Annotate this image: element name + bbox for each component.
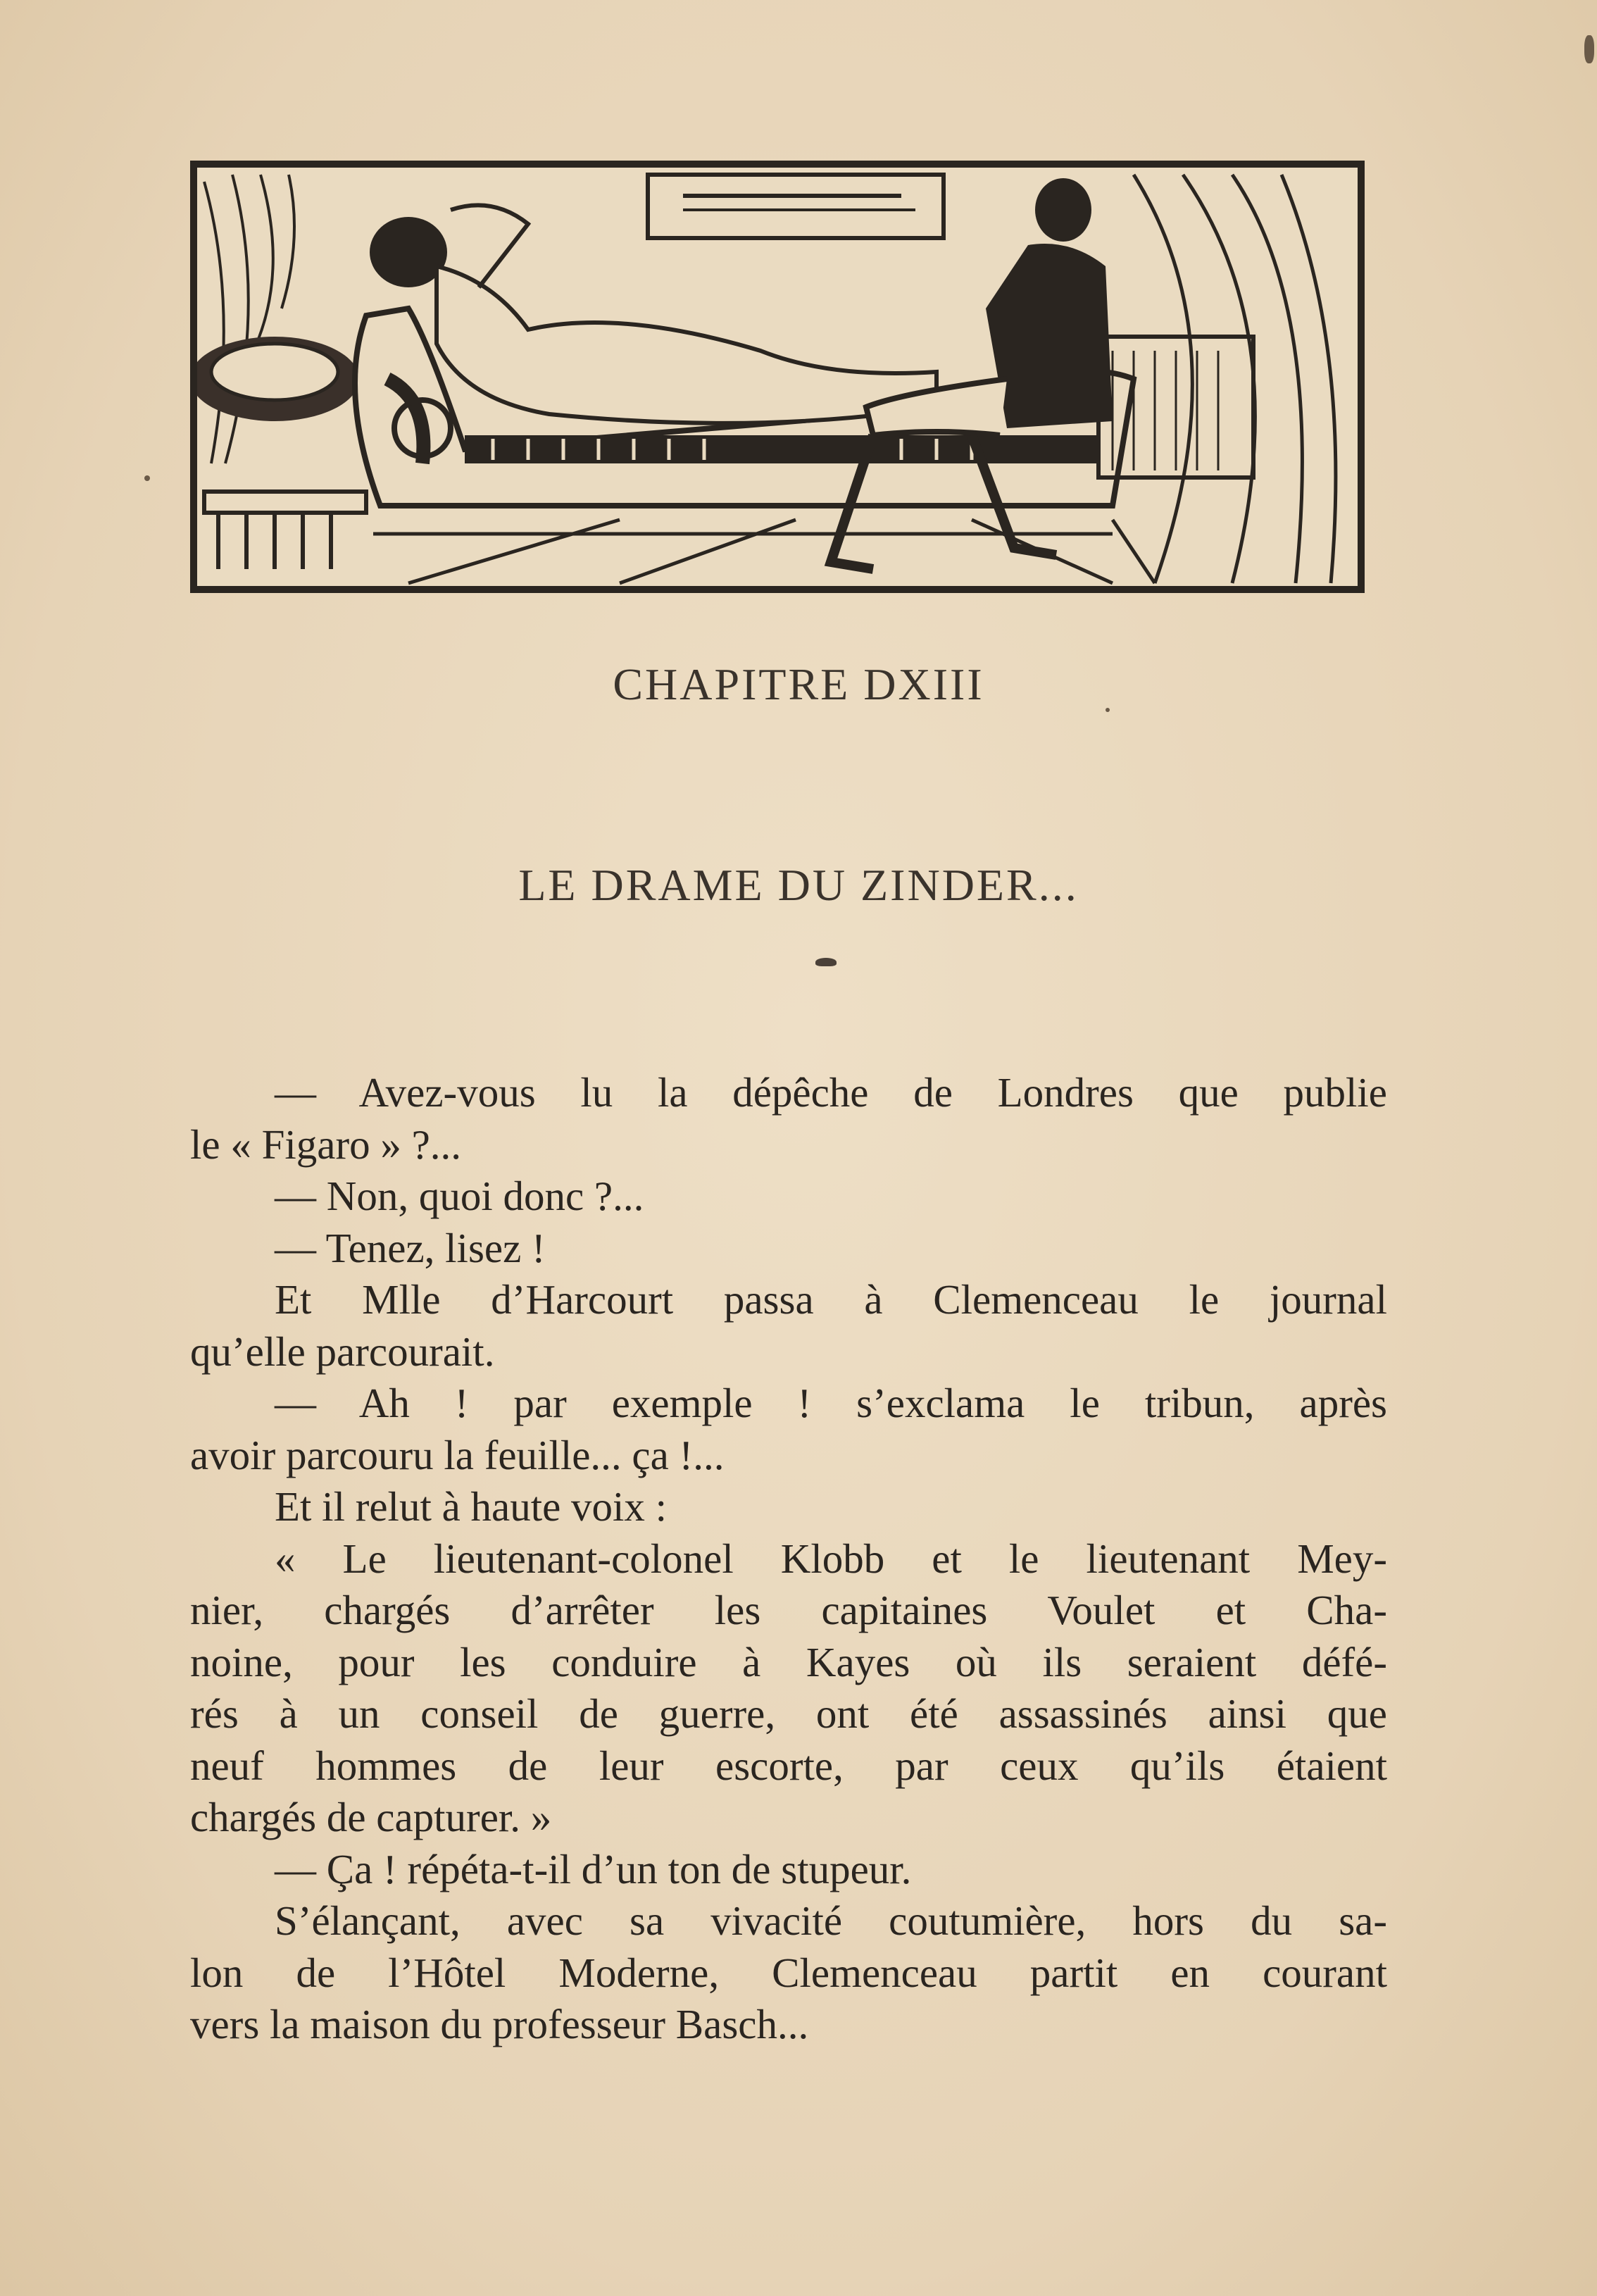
text-line: — Non, quoi donc ?... xyxy=(275,1173,644,1219)
text-line: neuf hommes de leur escorte, par ceux qu’ils étaient xyxy=(190,1742,1387,1789)
text-line: le « Figaro » ?... xyxy=(190,1121,462,1168)
text-line: — Avez-vous lu la dépêche de Londres que publie xyxy=(275,1069,1387,1116)
paper-speck xyxy=(1106,708,1110,712)
engraving-salon-scene-icon xyxy=(197,168,1358,586)
text-line: qu’elle parcourait. xyxy=(190,1328,495,1375)
text-line: avoir parcouru la feuille... ça !... xyxy=(190,1431,725,1478)
paper-speck xyxy=(1584,35,1594,63)
text-line: — Ah ! par exemple ! s’exclama le tribun, après xyxy=(275,1380,1387,1426)
paper-speck xyxy=(144,475,150,481)
text-line: Et Mlle d’Harcourt passa à Clemenceau le journal xyxy=(275,1276,1387,1323)
ornament-mark xyxy=(815,958,837,966)
text-line: — Ça ! répéta-t-il d’un ton de stupeur. xyxy=(275,1845,912,1892)
chapter-illustration xyxy=(190,161,1365,593)
text-line: S’élançant, avec sa vivacité coutumière, hors du sa- xyxy=(275,1897,1387,1944)
text-line: lon de l’Hôtel Moderne, Clemenceau partit en courant xyxy=(190,1949,1387,1996)
text-line: Et il relut à haute voix : xyxy=(275,1483,668,1530)
text-line: rés à un conseil de guerre, ont été assassinés ainsi que xyxy=(190,1690,1387,1737)
text-line: vers la maison du professeur Basch... xyxy=(190,2001,809,2047)
chapter-title: LE DRAME DU ZINDER... xyxy=(518,860,1079,910)
text-line: noine, pour les conduire à Kayes où ils seraient défé- xyxy=(190,1638,1387,1685)
text-line: chargés de capturer. » xyxy=(190,1794,552,1840)
chapter-number: CHAPITRE DXIII xyxy=(613,659,984,709)
chapter-body-text xyxy=(190,1067,1387,2051)
text-line: nier, chargés d’arrêter les capitaines Voulet et Cha- xyxy=(190,1587,1387,1633)
text-line: — Tenez, lisez ! xyxy=(275,1224,546,1271)
text-line: « Le lieutenant-colonel Klobb et le lieutenant Mey- xyxy=(275,1535,1387,1582)
